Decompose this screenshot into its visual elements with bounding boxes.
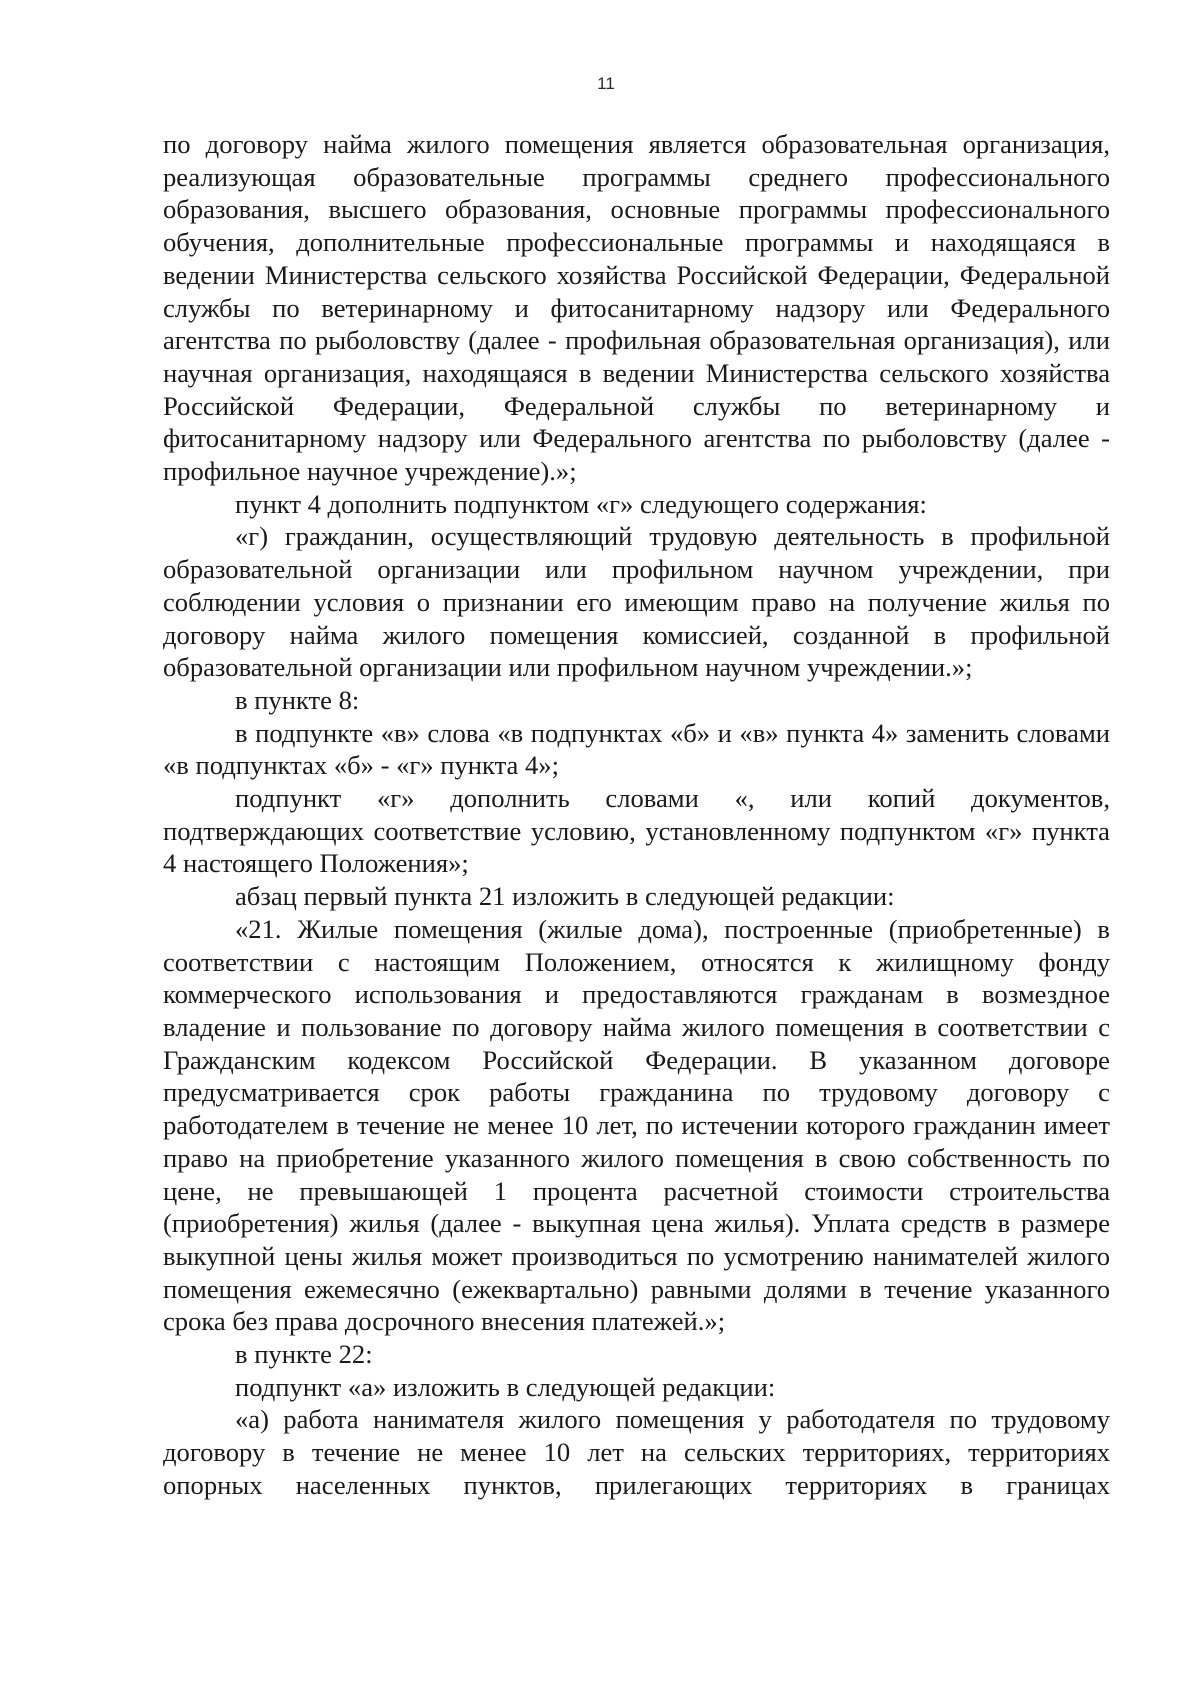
paragraph-continuation: по договору найма жилого помещения является образовательная организация, реализующая образовательные программы среднего профессионального образования, высшего образования, основные программы профессионального обучения, дополнительные профессиональные программы и находящаяся в ведении Министерства сельского хозяйства Российской Федерации, Федеральной службы по ветеринарному и фитосанитарному надзору или Федерального агентства по рыболовству (далее - профильная образовательная организация), или научная организация, находящаяся в ведении Министерства сельского хозяйства Российской Федерации, Федеральной службы по ветеринарному и фитосанитарному надзору или Федерального агентства по рыболовству (далее - профильное научное учреждение).»; bbox=[163, 129, 1110, 487]
paragraph-point-8: в пункте 8: bbox=[235, 684, 360, 715]
paragraph-subpoint-g-supplement: подпункт «г» дополнить словами «, или копий документов, подтверждающих соответствие условию, установленному подпунктом «г» пункта 4 настоящего Положения»; bbox=[163, 783, 1110, 879]
document-body bbox=[163, 128, 1110, 1502]
paragraph-point-21-intro: абзац первый пункта 21 изложить в следующей редакции: bbox=[235, 881, 895, 912]
paragraph-subpoint-v-replace: в подпункте «в» слова «в подпунктах «б» и «в» пункта 4» заменить словами «в подпунктах «б» - «г» пункта 4»; bbox=[163, 717, 1110, 781]
paragraph-point-21-text: «21. Жилые помещения (жилые дома), построенные (приобретенные) в соответствии с настоящим Положением, относятся к жилищному фонду коммерческого использования и предоставляются гражданам в возмездное владение и пользование по договору найма жилого помещения в соответствии с Гражданским кодексом Российской Федерации. В указанном договоре предусматривается срок работы гражданина по трудовому договору с работодателем в течение не менее 10 лет, по истечении которого гражданин имеет право на приобретение указанного жилого помещения в свою собственность по цене, не превышающей 1 процента расчетной стоимости строительства (приобретения) жилья (далее - выкупная цена жилья). Уплата средств в размере выкупной цены жилья может производиться по усмотрению нанимателей жилого помещения ежемесячно (ежеквартально) равными долями в течение указанного срока без права досрочного внесения платежей.»; bbox=[163, 913, 1110, 1337]
paragraph-subpoint-a-text: «а) работа нанимателя жилого помещения у работодателя по трудовому договору в течение не менее 10 лет на сельских территориях, территориях опорных населенных пунктов, прилегающих территориях в границах bbox=[163, 1404, 1110, 1500]
paragraph-amend-point-4: пункт 4 дополнить подпунктом «г» следующего содержания: bbox=[235, 488, 927, 519]
paragraph-point-22: в пункте 22: bbox=[235, 1339, 373, 1370]
page-number: 11 bbox=[597, 74, 615, 93]
paragraph-subpoint-a-intro: подпункт «а» изложить в следующей редакции: bbox=[235, 1371, 776, 1402]
paragraph-subpoint-g: «г) гражданин, осуществляющий трудовую деятельность в профильной образовательной организации или профильном научном учреждении, при соблюдении условия о признании его имеющим право на получение жилья по договору найма жилого помещения комиссией, созданной в профильной образовательной организации или профильном научном учреждении.»; bbox=[163, 521, 1110, 683]
